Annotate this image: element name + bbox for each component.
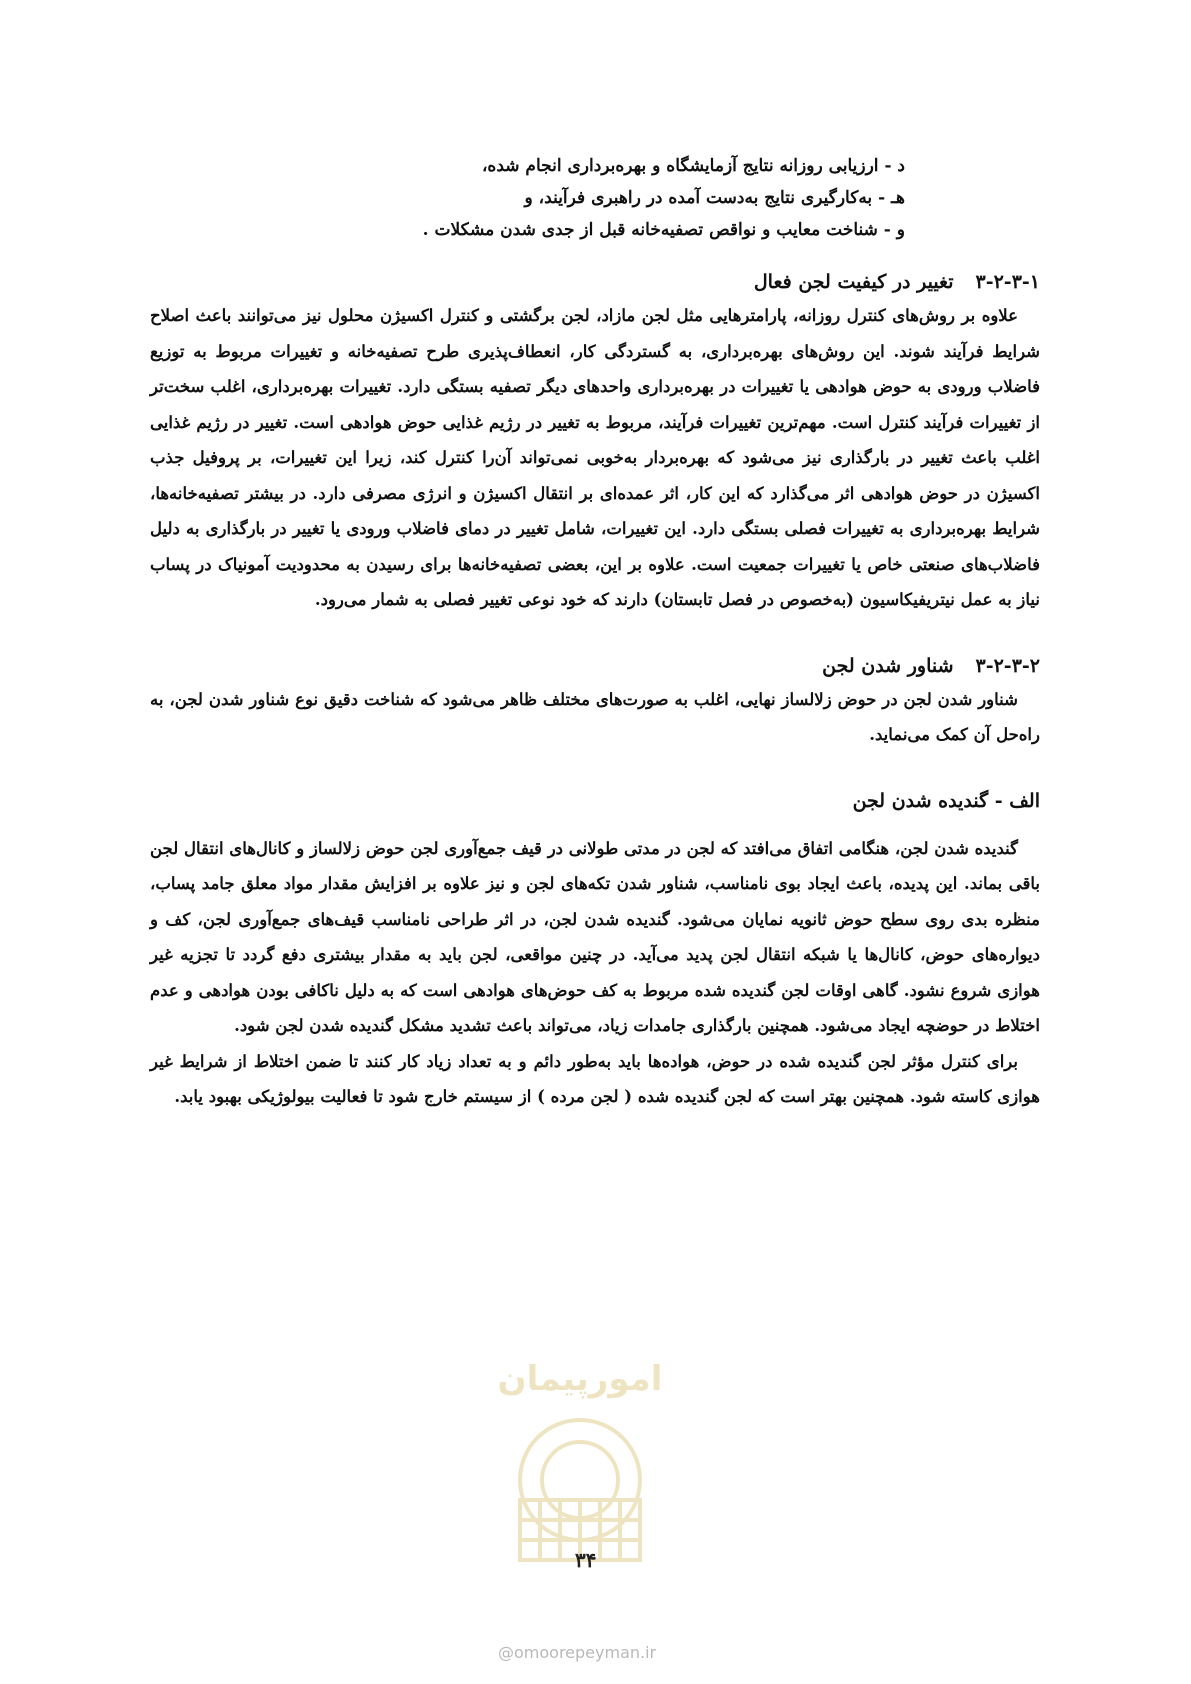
subsection-paragraph-2: برای کنترل مؤثر لجن گندیده شده در حوض، هواده‌ها باید به‌طور دائم و به تعداد زیاد کار کنند تا ضمن اختلاط از شرایط غیر هوازی کاسته شود. همچنین بهتر است که لجن گندیده شده ( لجن مرده ) از سیستم خارج شود تا فعالیت بیولوژیکی بهبود یابد. xyxy=(150,1051,1040,1106)
section-number-2: ۳-۲-۳-۲ xyxy=(975,654,1040,677)
subsection-paragraph-1: گندیده شدن لجن، هنگامی اتفاق می‌افتد که لجن در مدتی طولانی در قیف جمع‌آوری لجن حوض زلالساز و کانال‌های انتقال لجن باقی بماند. این پدیده، باعث ایجاد بوی نامناسب، شناور شدن تکه‌های لجن و نیز علاوه بر افزایش مقدار مواد معلق جامد پساب، منظره بدی روی سطح حوض ثانویه نمایان می‌شود. گندیده شدن لجن، در اثر طراحی نامناسب قیف‌های جمع‌آوری لجن، کف و دیواره‌های حوض، کانال‌ها یا شبکه انتقال لجن پدید می‌آید. در چنین مواقعی، لجن باید به مقدار بیشتری دفع گردد تا تجزیه غیر هوازی شروع نشود. گاهی اوقات لجن گندیده شده مربوط به کف حوض‌های هوادهی است که به دلیل ناکافی بودن هوادهی و عدم اختلاط در حوضچه ایجاد می‌شود. همچنین بارگذاری جامدات زیاد، می‌تواند باعث تشدید مشکل گندیده شدن لجن شود. xyxy=(150,838,1040,1035)
list-item-h: هـ - به‌کارگیری نتایج به‌دست آمده در راهبری فرآیند، و xyxy=(524,188,905,208)
list-item-d: د - ارزیابی روزانه نتایج آزمایشگاه و بهره‌برداری انجام شده، xyxy=(481,156,905,176)
section-paragraph-2: شناور شدن لجن در حوض زلالساز نهایی، اغلب به صورت‌های مختلف ظاهر می‌شود که شناخت دقیق نوع شناور شدن لجن، به راه‌حل آن کمک می‌نماید. xyxy=(150,689,1040,744)
document-page xyxy=(150,150,1040,1115)
section-heading-1 xyxy=(150,266,1040,298)
page-number: ۳۴ xyxy=(575,1548,597,1572)
watermark-seal xyxy=(480,1330,680,1570)
section-title-2: شناور شدن لجن xyxy=(822,654,954,677)
watermark-text: امورپیمان xyxy=(497,1359,663,1399)
section-number-1: ۳-۲-۳-۱ xyxy=(975,271,1040,293)
site-watermark: @omoorepeyman.ir xyxy=(498,1643,657,1662)
section-paragraph-1: علاوه بر روش‌های کنترل روزانه، پارامترهایی مثل لجن مازاد، لجن برگشتی و کنترل اکسیژن محلول نیز می‌توانند باعث اصلاح شرایط فرآیند شوند. این روش‌های بهره‌برداری، به گستردگی کار، انعطاف‌پذیری طرح تصفیه‌خانه و تغییرات مربوط به توزیع فاضلاب ورودی به حوض هوادهی یا تغییرات در بهره‌برداری واحدهای دیگر تصفیه بستگی دارد. تغییرات بهره‌برداری، اغلب سخت‌تر از تغییرات فرآیند کنترل است. مهم‌ترین تغییرات فرآیند، مربوط به تغییر در رژیم غذایی حوض هوادهی است. تغییر در رژیم غذایی اغلب باعث تغییر در بارگذاری نیز می‌شود که بهره‌بردار به‌خوبی نمی‌تواند آن‌را کنترل کند، زیرا این تغییرات، بر پروفیل جذب اکسیژن در حوض هوادهی اثر می‌گذارد که این کار، اثر عمده‌ای بر انتقال اکسیژن و انرژی مصرفی دارد. در بیشتر تصفیه‌خانه‌ها، شرایط بهره‌برداری به تغییرات فصلی بستگی دارد. این تغییرات، شامل تغییر در دمای فاضلاب ورودی یا تغییر در بارگذاری به دلیل فاضلاب‌های صنعتی خاص یا تغییرات جمعیت است. علاوه بر این، بعضی تصفیه‌خانه‌ها برای رسیدن به محدودیت آمونیاک در پساب نیاز به عمل نیتریفیکاسیون (به‌خصوص در فصل تابستان) دارند که خود نوعی تغییر فصلی به شمار می‌رود. xyxy=(150,306,1040,609)
section-title-1: تغییر در کیفیت لجن فعال xyxy=(753,271,954,293)
list-item-v: و - شناخت معایب و نواقص تصفیه‌خانه قبل از جدی شدن مشکلات . xyxy=(422,220,905,240)
section-heading-2 xyxy=(150,650,1040,682)
subsection-heading: الف - گندیده شدن لجن xyxy=(852,789,1040,812)
